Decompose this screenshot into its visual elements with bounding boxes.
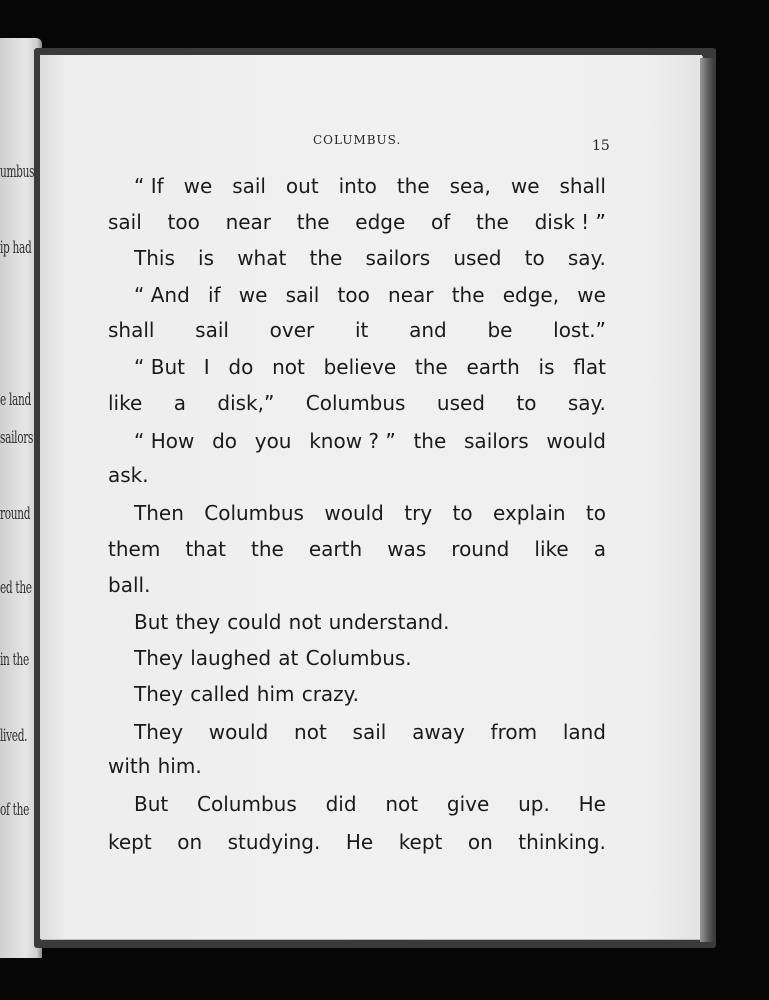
word: flat [573,355,606,379]
word: on [177,830,203,854]
word: a [173,391,186,415]
word: I [203,355,210,379]
text-line [134,172,606,200]
word: sail [195,318,229,342]
word: away [412,720,465,744]
word: know ? ” [309,429,396,453]
word: Columbus [204,501,304,525]
word: too [337,283,370,307]
word: do [228,355,254,379]
word: “ And [134,283,190,307]
word: at [278,646,299,670]
word: “ But [134,355,185,379]
word: But [134,792,169,816]
word: “ If [134,174,164,198]
text-line [134,644,606,672]
word: disk ! ” [534,210,606,234]
word: not [294,720,327,744]
word: understand. [328,610,450,634]
word: used [453,246,502,270]
word: But [134,610,169,634]
word: not [385,792,419,816]
word: to [452,501,473,525]
word: laughed [190,646,272,670]
word: the [451,283,485,307]
word: thinking. [518,830,606,854]
word: like [534,537,569,561]
word: is [198,246,215,270]
text-line [134,680,606,708]
word: we [510,174,540,198]
word: earth [466,355,520,379]
word: the [296,210,330,234]
word: out [285,174,319,198]
word: was [387,537,427,561]
word: that [185,537,226,561]
word: say. [567,391,606,415]
word: This [134,246,175,270]
word: of [431,210,451,234]
word: Columbus. [305,646,412,670]
word: not [272,355,305,379]
word: with [108,754,151,778]
word: used [436,391,485,415]
word: crazy. [301,682,360,706]
word: what [237,246,287,270]
word: studying. [227,830,321,854]
word: we [577,283,606,307]
text-line [134,790,606,818]
text-line [108,316,606,344]
word: disk,” [217,391,275,415]
facing-page-fragment: in the [0,650,29,670]
word: it [354,318,369,342]
word: be [487,318,513,342]
word: the [396,174,430,198]
word: over [269,318,315,342]
word: him [256,682,295,706]
word: to [516,391,537,415]
word: ball. [108,573,151,597]
word: up. [518,792,550,816]
word: the [309,246,343,270]
facing-page-fragment: e land [0,390,31,410]
word: near [388,283,434,307]
text-line [108,571,606,599]
word: on [467,830,493,854]
word: sail [108,210,142,234]
facing-page-fragment: lived. [0,726,28,746]
word: explain [492,501,566,525]
text-line [134,244,606,272]
facing-page-fragment: umbus [0,162,35,182]
running-head: COLUMBUS. [313,133,402,147]
word: Columbus [197,792,297,816]
word: land [562,720,606,744]
word: did [325,792,357,816]
word: the [476,210,509,234]
word: would [208,720,269,744]
word: called [190,682,250,706]
word: sail [352,720,387,744]
word: give [446,792,490,816]
word: They [134,646,184,670]
word: edge [355,210,406,234]
facing-page-fragment: sailors [0,428,34,448]
word: would [324,501,384,525]
text-line [134,353,606,381]
word: we [183,174,213,198]
word: shall [108,318,155,342]
facing-page-fragment: ed the [0,578,32,598]
word: He [345,830,374,854]
word: lost.” [553,318,606,342]
page-number: 15 [592,138,610,154]
word: to [585,501,606,525]
word: if [207,283,221,307]
word: near [225,210,272,234]
word: They [134,720,184,744]
word: ask. [108,463,149,487]
word: him. [157,754,202,778]
text-line [134,499,606,527]
word: and [409,318,447,342]
text-line [108,535,606,563]
word: to [524,246,545,270]
word: “ How [134,429,195,453]
word: sea, [449,174,491,198]
word: too [167,210,200,234]
word: Then [134,501,184,525]
page-edge [700,58,714,942]
word: we [238,283,268,307]
word: the [413,429,447,453]
text-line [108,828,606,856]
text-line [134,718,606,746]
word: sailors [365,246,431,270]
text-line [108,461,606,489]
word: He [578,792,606,816]
word: kept [398,830,443,854]
word: would [546,429,606,453]
word: round [451,537,510,561]
word: them [108,537,161,561]
text-line [108,752,606,780]
word: is [538,355,555,379]
word: a [593,537,606,561]
word: the [251,537,284,561]
word: They [134,682,184,706]
word: kept [108,830,152,854]
word: sail [232,174,266,198]
word: earth [308,537,363,561]
word: into [338,174,377,198]
word: from [490,720,538,744]
word: you [254,429,292,453]
facing-page-fragment: of the [0,800,30,820]
facing-page-fragment: round [0,504,31,524]
word: not [288,610,322,634]
text-line [108,389,606,417]
word: like [108,391,143,415]
word: shall [559,174,606,198]
word: sail [285,283,320,307]
word: try [404,501,433,525]
word: Columbus [305,391,406,415]
text-line [108,208,606,236]
word: could [227,610,282,634]
word: edge, [502,283,560,307]
word: do [212,429,238,453]
word: sailors [464,429,529,453]
facing-page-fragment: ip had [0,238,32,258]
text-line [134,427,606,455]
word: the [414,355,448,379]
word: they [175,610,221,634]
text-line [134,281,606,309]
word: believe [323,355,397,379]
word: say. [567,246,606,270]
text-line [134,608,606,636]
